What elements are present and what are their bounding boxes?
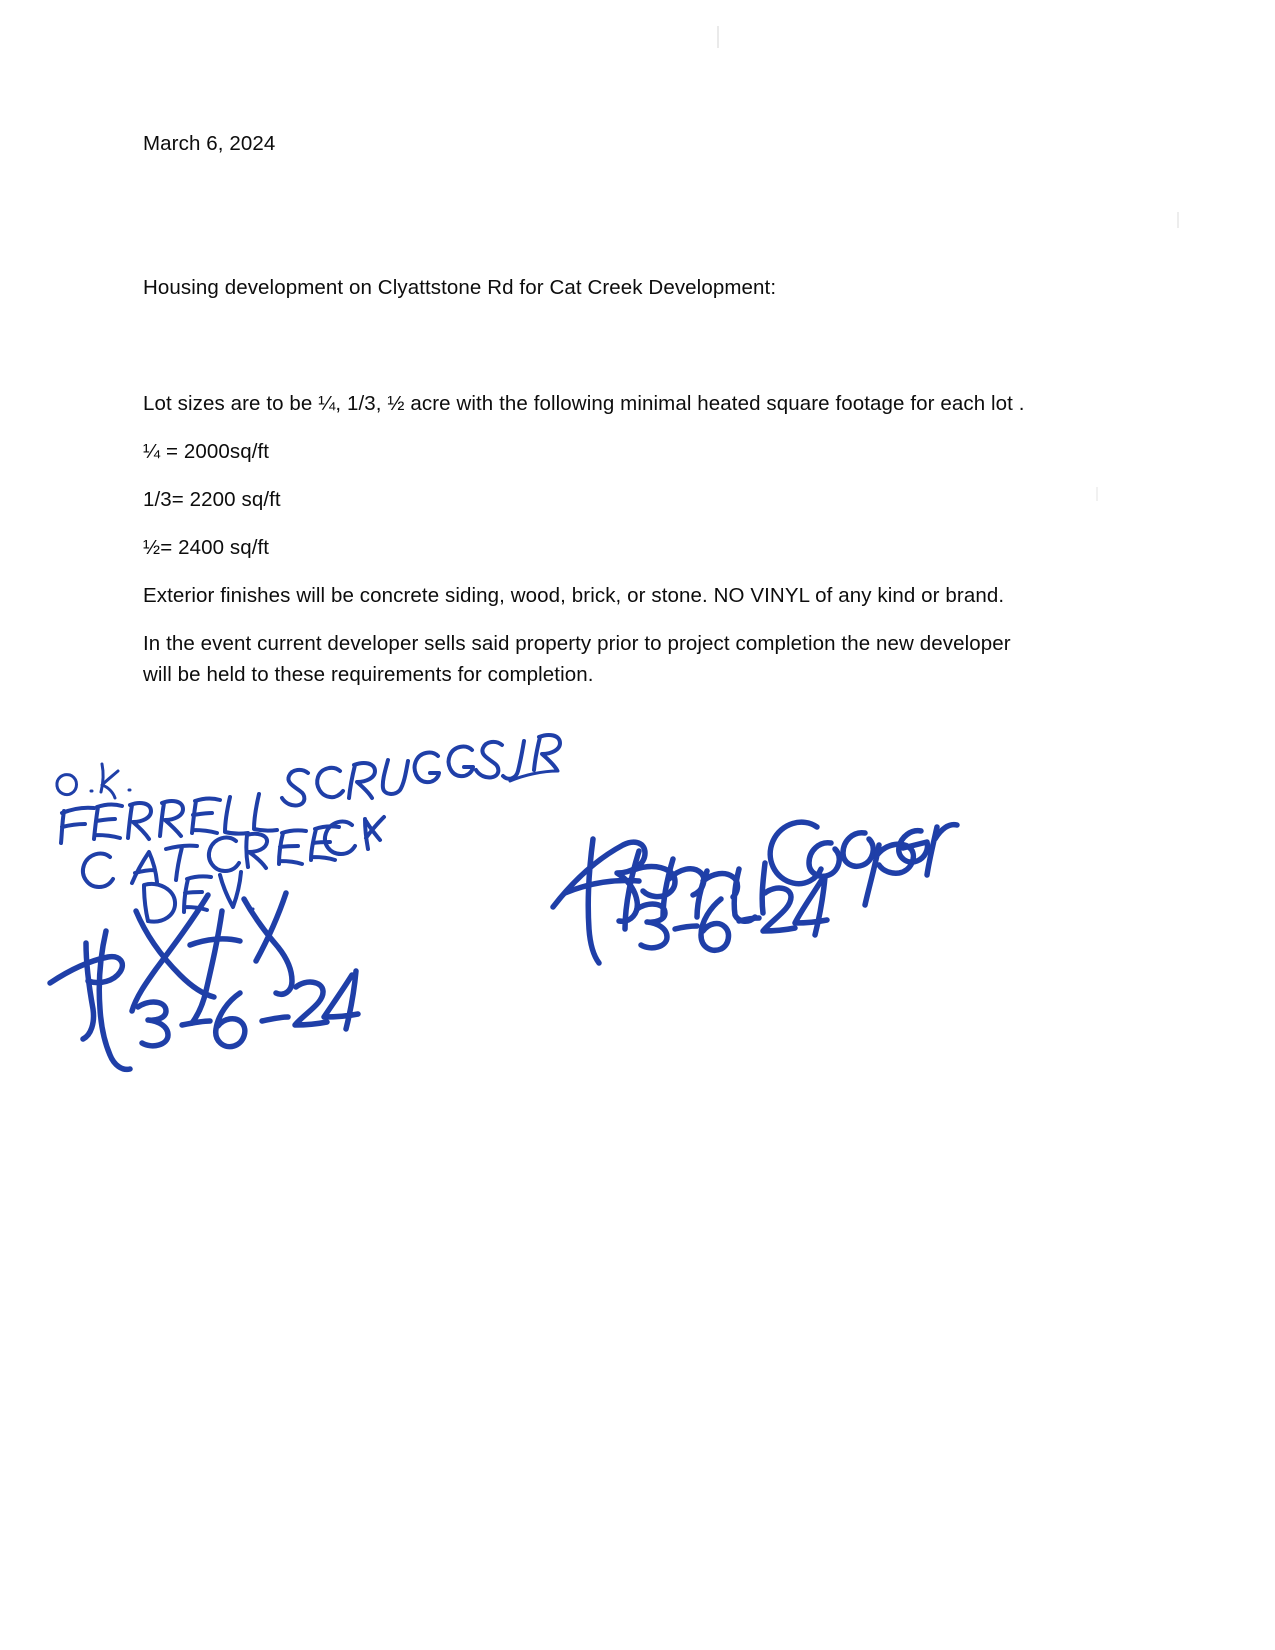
- signature-right-stephen-cooper: [535, 775, 955, 975]
- document-date: March 6, 2024: [143, 132, 276, 155]
- paragraph-developer-transfer: In the event current developer sells said property prior to project completion the new developer will be held to these requirements for completion.: [143, 632, 1011, 686]
- document-subject: Housing development on Clyattstone Rd for Cat Creek Development:: [143, 276, 777, 299]
- scan-artifact-right-upper: [1177, 212, 1179, 228]
- scan-artifact-top: [717, 26, 719, 48]
- paragraph-half-acre: ½= 2400 sq/ft: [143, 536, 270, 559]
- paragraph-exterior-finishes: Exterior finishes will be concrete siding, wood, brick, or stone. NO VINYL of any kind or brand.: [143, 584, 1005, 607]
- paragraph-lot-sizes: Lot sizes are to be ¼, 1/3, ½ acre with the following minimal heated square footage for each lot .: [143, 392, 1025, 415]
- signature-left-ferrell-scruggs: [40, 735, 440, 1055]
- paragraph-quarter-acre: ¼ = 2000sq/ft: [143, 440, 270, 463]
- document-text-block: [143, 130, 1033, 690]
- paragraph-third-acre: 1/3= 2200 sq/ft: [143, 488, 281, 511]
- scan-artifact-right-middle: [1096, 487, 1098, 501]
